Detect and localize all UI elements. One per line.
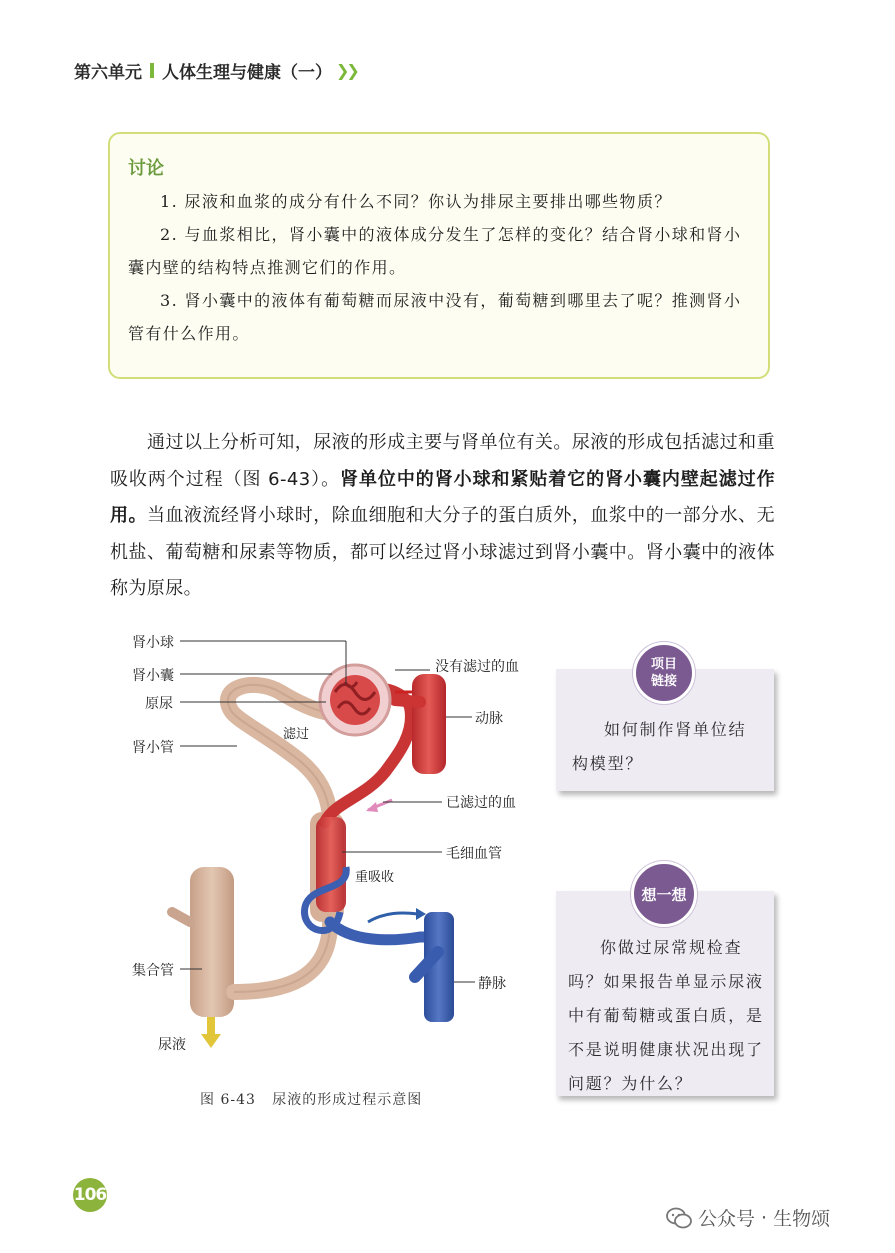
label-tubule: 肾小管 bbox=[132, 740, 174, 756]
header-divider bbox=[150, 63, 154, 78]
discussion-question-3: 3. 肾小囊中的液体有葡萄糖而尿液中没有，葡萄糖到哪里去了呢？推测肾小管有什么作用。 bbox=[128, 291, 742, 343]
label-reabsorption: 重吸收 bbox=[355, 870, 395, 885]
project-link-text: 如何制作肾单位结构模型？ bbox=[572, 720, 747, 773]
watermark-separator: · bbox=[761, 1206, 768, 1229]
badge-project: 项目 bbox=[650, 657, 677, 672]
label-artery: 动脉 bbox=[475, 711, 503, 727]
page-number: 106 bbox=[73, 1178, 107, 1212]
watermark-name: 生物颂 bbox=[773, 1208, 831, 1230]
nephron-illustration bbox=[120, 622, 560, 1062]
discussion-question-2: 2. 与血浆相比，肾小囊中的液体成分发生了怎样的变化？结合肾小球和肾小囊内壁的结构特点推测它们的作用。 bbox=[128, 225, 742, 277]
discussion-title: 讨论 bbox=[128, 158, 164, 179]
watermark bbox=[666, 1204, 830, 1231]
label-capsule: 肾小囊 bbox=[132, 668, 174, 684]
discussion-question-1: 1. 尿液和血浆的成分有什么不同？你认为排尿主要排出哪些物质？ bbox=[160, 192, 672, 211]
label-glomerulus: 肾小球 bbox=[132, 635, 174, 651]
caption-text: 尿液的形成过程示意图 bbox=[272, 1092, 423, 1108]
nephron-diagram bbox=[120, 622, 560, 1062]
body-text-1: 通过以上分析可知，尿液的形成主要与肾单位有关。尿液的形成包括滤过和重吸收两个过程（图 6-43）。 bbox=[110, 432, 775, 490]
think-badge: 想一想 bbox=[631, 861, 697, 927]
wechat-icon bbox=[666, 1207, 692, 1229]
body-text-2: 当血液流经肾小球时，除血细胞和大分子的蛋白质外，血浆中的一部分水、无机盐、葡萄糖和尿素等物质，都可以经过肾小球滤过到肾小囊中。肾小囊中的液体称为原尿。 bbox=[110, 505, 775, 599]
label-filtered-blood: 已滤过的血 bbox=[446, 795, 516, 811]
watermark-account: 公众号 bbox=[698, 1208, 756, 1230]
think-card-text: 你做过尿常规检查吗？如果报告单显示尿液中有葡萄糖或蛋白质，是不是说明健康状况出现了问题？为什么？ bbox=[568, 938, 764, 1093]
caption-number: 图 6-43 bbox=[200, 1092, 256, 1108]
unit-header bbox=[74, 58, 357, 83]
label-primary-urine: 原尿 bbox=[145, 696, 173, 712]
chevron-right-icon: ❯❯ bbox=[336, 61, 357, 80]
badge-link: 链接 bbox=[650, 674, 677, 689]
body-text-bold: 肾单位中的肾小球和紧贴着它的肾小囊内壁起滤过作用。 bbox=[110, 468, 776, 526]
discussion-box bbox=[108, 132, 770, 379]
label-collecting-duct: 集合管 bbox=[132, 963, 174, 979]
label-filtration: 滤过 bbox=[283, 727, 310, 742]
body-paragraph bbox=[110, 425, 775, 608]
unit-number: 第六单元 bbox=[74, 63, 142, 83]
label-urine: 尿液 bbox=[158, 1037, 186, 1053]
project-link-badge bbox=[633, 642, 695, 704]
label-unfiltered-blood: 没有滤过的血 bbox=[435, 659, 519, 675]
unit-title: 人体生理与健康（一） bbox=[162, 63, 332, 83]
figure-caption bbox=[200, 1089, 422, 1109]
label-vein: 静脉 bbox=[478, 976, 506, 992]
label-capillary: 毛细血管 bbox=[446, 846, 502, 862]
